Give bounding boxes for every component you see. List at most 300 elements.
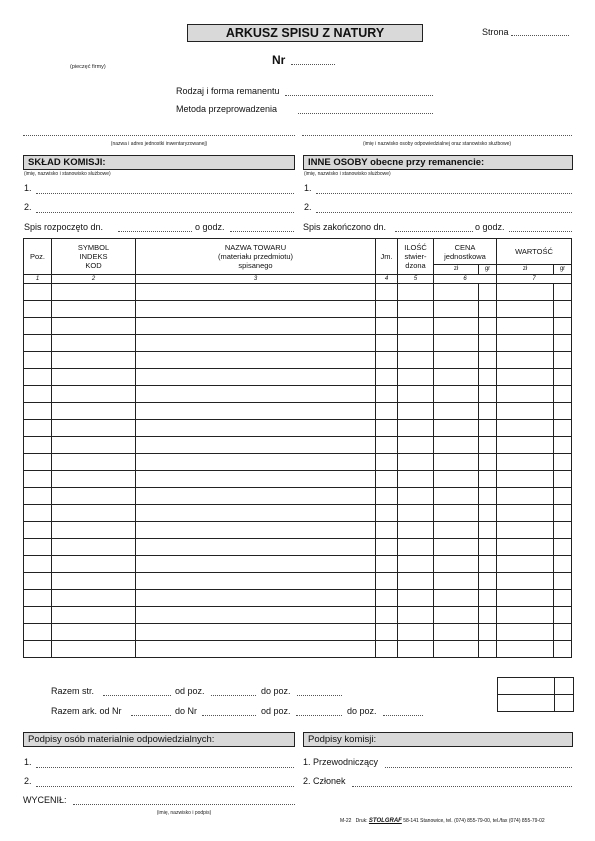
table-cell[interactable] (479, 590, 497, 607)
member-field[interactable] (352, 785, 572, 787)
table-cell[interactable] (479, 607, 497, 624)
table-cell[interactable] (497, 471, 554, 488)
table-cell[interactable] (554, 386, 572, 403)
end-hour-field[interactable] (509, 230, 572, 232)
committee-line-1-label: 1. (24, 183, 32, 193)
table-cell[interactable] (52, 522, 136, 539)
table-cell[interactable] (479, 488, 497, 505)
table-cell[interactable] (479, 437, 497, 454)
table-row (24, 471, 572, 488)
table-cell[interactable] (52, 624, 136, 641)
table-cell[interactable] (479, 556, 497, 573)
table-row (24, 641, 572, 658)
table-cell[interactable] (376, 505, 398, 522)
table-cell[interactable] (376, 335, 398, 352)
table-cell[interactable] (497, 556, 554, 573)
table-cell[interactable] (376, 624, 398, 641)
table-cell[interactable] (398, 318, 434, 335)
liable-1-field[interactable] (36, 766, 294, 768)
inventory-type-label: Rodzaj i forma remanentu (176, 86, 280, 96)
table-cell[interactable] (497, 590, 554, 607)
table-cell[interactable] (479, 301, 497, 318)
table-cell[interactable] (497, 624, 554, 641)
table-cell[interactable] (24, 284, 52, 301)
total-value-zl[interactable] (498, 678, 555, 695)
end-hour-label: o godz. (475, 222, 505, 232)
table-cell[interactable] (24, 607, 52, 624)
table-cell[interactable] (434, 301, 479, 318)
table-cell[interactable] (554, 318, 572, 335)
table-cell[interactable] (434, 386, 479, 403)
table-cell[interactable] (554, 369, 572, 386)
table-cell[interactable] (52, 641, 136, 658)
header-name: NAZWA TOWARU (materiału przedmiotu) spisanego (136, 239, 376, 275)
table-cell[interactable] (136, 437, 376, 454)
table-cell[interactable] (376, 573, 398, 590)
committee-line-2-label: 2. (24, 202, 32, 212)
nr-field[interactable] (291, 63, 335, 65)
header-value-gr: gr (554, 265, 572, 275)
table-cell[interactable] (376, 539, 398, 556)
table-cell[interactable] (497, 454, 554, 471)
col-number: 5 (398, 275, 434, 284)
table-cell[interactable] (376, 607, 398, 624)
table-cell[interactable] (136, 318, 376, 335)
table-cell[interactable] (398, 488, 434, 505)
table-cell[interactable] (52, 369, 136, 386)
table-row (24, 318, 572, 335)
table-row (24, 420, 572, 437)
committee-line-2-field[interactable] (36, 211, 294, 213)
table-cell[interactable] (24, 454, 52, 471)
table-cell[interactable] (398, 624, 434, 641)
table-cell[interactable] (479, 624, 497, 641)
table-cell[interactable] (136, 369, 376, 386)
table-cell[interactable] (434, 522, 479, 539)
table-cell[interactable] (136, 403, 376, 420)
form-title: ARKUSZ SPISU Z NATURY (187, 24, 423, 42)
stamp-caption: (pieczęć firmy) (70, 64, 106, 70)
table-cell[interactable] (434, 454, 479, 471)
table-cell[interactable] (376, 318, 398, 335)
table-cell[interactable] (434, 607, 479, 624)
table-cell[interactable] (24, 539, 52, 556)
committee-section-title: SKŁAD KOMISJI: (23, 155, 295, 170)
liable-2-label: 2. (24, 776, 32, 786)
table-cell[interactable] (479, 318, 497, 335)
table-cell[interactable] (52, 284, 136, 301)
table-cell[interactable] (52, 505, 136, 522)
table-cell[interactable] (24, 301, 52, 318)
table-row (24, 590, 572, 607)
others-line-2-label: 2. (304, 202, 312, 212)
valued-caption: (imię, nazwisko i podpis) (156, 810, 212, 816)
table-cell[interactable] (398, 301, 434, 318)
liable-2-field[interactable] (36, 785, 294, 787)
table-cell[interactable] (554, 522, 572, 539)
table-cell[interactable] (497, 539, 554, 556)
table-cell[interactable] (434, 641, 479, 658)
table-cell[interactable] (497, 437, 554, 454)
table-cell[interactable] (24, 437, 52, 454)
table-cell[interactable] (376, 556, 398, 573)
from-pos2-field[interactable] (296, 714, 342, 716)
table-cell[interactable] (24, 505, 52, 522)
table-row (24, 352, 572, 369)
table-row (24, 573, 572, 590)
table-cell[interactable] (434, 624, 479, 641)
table-row (24, 505, 572, 522)
table-cell[interactable] (24, 403, 52, 420)
committee-line-1-field[interactable] (36, 192, 294, 194)
table-cell[interactable] (497, 301, 554, 318)
table-cell[interactable] (434, 420, 479, 437)
table-cell[interactable] (554, 284, 572, 301)
header-price-zl: zł (434, 265, 479, 275)
table-cell[interactable] (479, 284, 497, 301)
table-row (24, 522, 572, 539)
table-cell[interactable] (52, 386, 136, 403)
table-cell[interactable] (136, 539, 376, 556)
table-cell[interactable] (136, 471, 376, 488)
table-cell[interactable] (136, 556, 376, 573)
table-cell[interactable] (398, 386, 434, 403)
table-cell[interactable] (136, 590, 376, 607)
table-cell[interactable] (398, 369, 434, 386)
valued-field[interactable] (73, 803, 295, 805)
table-cell[interactable] (398, 437, 434, 454)
table-cell[interactable] (398, 556, 434, 573)
table-cell[interactable] (136, 420, 376, 437)
table-cell[interactable] (497, 284, 554, 301)
table-cell[interactable] (479, 352, 497, 369)
page-label: Strona (482, 27, 509, 37)
table-cell[interactable] (554, 352, 572, 369)
table-cell[interactable] (52, 573, 136, 590)
table-cell[interactable] (52, 437, 136, 454)
header-jm: Jm. (376, 239, 398, 275)
table-cell[interactable] (434, 539, 479, 556)
table-cell[interactable] (497, 488, 554, 505)
from-pos2-label: od poz. (261, 706, 291, 716)
table-cell[interactable] (497, 641, 554, 658)
table-cell[interactable] (398, 352, 434, 369)
end-date-field[interactable] (395, 230, 473, 232)
table-cell[interactable] (52, 488, 136, 505)
col-number: 2 (52, 275, 136, 284)
table-cell[interactable] (479, 471, 497, 488)
table-cell[interactable] (479, 335, 497, 352)
chair-label: 1. Przewodniczący (303, 757, 379, 767)
table-cell[interactable] (136, 454, 376, 471)
table-cell[interactable] (554, 607, 572, 624)
table-cell[interactable] (434, 437, 479, 454)
table-row (24, 488, 572, 505)
table-cell[interactable] (52, 556, 136, 573)
others-line-1-label: 1. (304, 183, 312, 193)
table-cell[interactable] (398, 641, 434, 658)
table-cell[interactable] (398, 573, 434, 590)
liable-signatures-title: Podpisy osób materialnie odpowiedzialnych: (23, 732, 295, 747)
table-cell[interactable] (136, 505, 376, 522)
table-cell[interactable] (136, 641, 376, 658)
table-cell[interactable] (497, 522, 554, 539)
table-cell[interactable] (136, 284, 376, 301)
table-cell[interactable] (554, 403, 572, 420)
table-cell[interactable] (554, 573, 572, 590)
table-row (24, 539, 572, 556)
table-cell[interactable] (376, 352, 398, 369)
table-cell[interactable] (497, 352, 554, 369)
table-cell[interactable] (434, 335, 479, 352)
table-cell[interactable] (376, 369, 398, 386)
table-row (24, 335, 572, 352)
table-cell[interactable] (479, 369, 497, 386)
footer (340, 818, 545, 824)
table-cell[interactable] (398, 284, 434, 301)
table-row (24, 369, 572, 386)
table-cell[interactable] (497, 607, 554, 624)
table-cell[interactable] (398, 420, 434, 437)
table-cell[interactable] (479, 539, 497, 556)
table-cell[interactable] (376, 522, 398, 539)
table-cell[interactable] (376, 641, 398, 658)
table-cell[interactable] (398, 607, 434, 624)
table-cell[interactable] (52, 607, 136, 624)
table-cell[interactable] (497, 335, 554, 352)
table-cell[interactable] (434, 403, 479, 420)
col-number: 1 (24, 275, 52, 284)
header-price-gr: gr (479, 265, 497, 275)
table-cell[interactable] (136, 607, 376, 624)
table-cell[interactable] (497, 420, 554, 437)
table-cell[interactable] (434, 556, 479, 573)
table-cell[interactable] (398, 505, 434, 522)
table-cell[interactable] (376, 386, 398, 403)
table-cell[interactable] (554, 420, 572, 437)
table-cell[interactable] (376, 590, 398, 607)
page-number-field[interactable] (511, 34, 569, 36)
table-row (24, 437, 572, 454)
table-cell[interactable] (376, 403, 398, 420)
valued-label: WYCENIŁ: (23, 795, 67, 805)
table-cell[interactable] (554, 641, 572, 658)
table-cell[interactable] (376, 437, 398, 454)
table-cell[interactable] (136, 522, 376, 539)
responsible-field[interactable] (302, 134, 572, 136)
table-cell[interactable] (434, 352, 479, 369)
unit-field[interactable] (23, 134, 295, 136)
table-cell[interactable] (554, 590, 572, 607)
table-cell[interactable] (24, 420, 52, 437)
table-cell[interactable] (52, 539, 136, 556)
table-cell[interactable] (24, 522, 52, 539)
table-cell[interactable] (52, 454, 136, 471)
table-cell[interactable] (554, 505, 572, 522)
table-cell[interactable] (497, 318, 554, 335)
table-cell[interactable] (24, 624, 52, 641)
table-cell[interactable] (479, 386, 497, 403)
table-cell[interactable] (24, 556, 52, 573)
table-cell[interactable] (497, 386, 554, 403)
total-value-gr[interactable] (555, 695, 574, 712)
table-cell[interactable] (24, 386, 52, 403)
col-number: 7 (497, 275, 572, 284)
table-cell[interactable] (398, 522, 434, 539)
form-code: M-22 (340, 818, 352, 824)
to-nr-field[interactable] (202, 714, 256, 716)
table-cell[interactable] (52, 420, 136, 437)
table-cell[interactable] (479, 505, 497, 522)
table-cell[interactable] (136, 573, 376, 590)
table-cell[interactable] (24, 488, 52, 505)
table-cell[interactable] (376, 284, 398, 301)
from-pos-field[interactable] (211, 694, 256, 696)
table-row (24, 301, 572, 318)
page-total-label: Razem str. (51, 686, 95, 696)
table-cell[interactable] (434, 590, 479, 607)
page-total-field[interactable] (103, 694, 171, 696)
table-cell[interactable] (52, 590, 136, 607)
table-cell[interactable] (24, 471, 52, 488)
table-cell[interactable] (554, 437, 572, 454)
start-hour-field[interactable] (230, 230, 294, 232)
table-cell[interactable] (136, 301, 376, 318)
table-row (24, 556, 572, 573)
table-cell[interactable] (434, 318, 479, 335)
table-cell[interactable] (434, 369, 479, 386)
table-cell[interactable] (434, 488, 479, 505)
table-cell[interactable] (497, 505, 554, 522)
table-cell[interactable] (398, 471, 434, 488)
to-pos-field[interactable] (297, 694, 342, 696)
table-cell[interactable] (376, 471, 398, 488)
table-cell[interactable] (376, 301, 398, 318)
table-cell[interactable] (136, 352, 376, 369)
committee-signatures-title: Podpisy komisji: (303, 732, 573, 747)
header-value: WARTOŚĆ (497, 239, 572, 265)
start-date-field[interactable] (118, 230, 192, 232)
to-nr-label: do Nr (175, 706, 198, 716)
from-pos-label: od poz. (175, 686, 205, 696)
table-cell[interactable] (24, 352, 52, 369)
table-cell[interactable] (376, 488, 398, 505)
to-pos-label: do poz. (261, 686, 291, 696)
table-cell[interactable] (136, 488, 376, 505)
table-cell[interactable] (434, 505, 479, 522)
table-cell[interactable] (434, 471, 479, 488)
table-cell[interactable] (398, 454, 434, 471)
table-cell[interactable] (479, 403, 497, 420)
table-cell[interactable] (398, 403, 434, 420)
table-cell[interactable] (554, 301, 572, 318)
table-cell[interactable] (497, 573, 554, 590)
printer-logo: STOLGRAF (368, 818, 402, 824)
committee-caption: (imię, nazwisko i stanowisko służbowe) (24, 171, 111, 177)
table-cell[interactable] (479, 454, 497, 471)
method-field[interactable] (298, 112, 433, 114)
table-cell[interactable] (398, 590, 434, 607)
table-cell[interactable] (554, 454, 572, 471)
table-cell[interactable] (52, 335, 136, 352)
others-line-1-field[interactable] (316, 192, 572, 194)
table-cell[interactable] (554, 471, 572, 488)
table-cell[interactable] (479, 573, 497, 590)
liable-1-label: 1. (24, 757, 32, 767)
inventory-type-field[interactable] (285, 94, 433, 96)
table-cell[interactable] (398, 335, 434, 352)
header-symbol: SYMBOL INDEKS KOD (52, 239, 136, 275)
chair-field[interactable] (385, 766, 572, 768)
table-cell[interactable] (434, 573, 479, 590)
header-qty: ILOŚĆ stwier- dzona (398, 239, 434, 275)
table-cell[interactable] (52, 471, 136, 488)
col-number: 6 (434, 275, 497, 284)
table-cell[interactable] (376, 454, 398, 471)
table-row (24, 284, 572, 301)
table-cell[interactable] (554, 488, 572, 505)
sheet-total-from-field[interactable] (131, 714, 171, 716)
table-cell[interactable] (497, 403, 554, 420)
table-cell[interactable] (479, 420, 497, 437)
to-pos2-field[interactable] (383, 714, 423, 716)
table-cell[interactable] (136, 624, 376, 641)
table-cell[interactable] (24, 641, 52, 658)
table-cell[interactable] (136, 386, 376, 403)
table-row (24, 624, 572, 641)
table-cell[interactable] (24, 318, 52, 335)
table-cell[interactable] (376, 420, 398, 437)
table-cell[interactable] (497, 369, 554, 386)
total-value-gr[interactable] (555, 678, 574, 695)
start-date-label: Spis rozpoczęto dn. (24, 222, 104, 232)
others-line-2-field[interactable] (316, 211, 572, 213)
table-cell[interactable] (52, 403, 136, 420)
print-label: Druk: (355, 818, 368, 824)
total-value-zl[interactable] (498, 695, 555, 712)
table-cell[interactable] (479, 522, 497, 539)
table-cell[interactable] (554, 556, 572, 573)
table-cell[interactable] (52, 352, 136, 369)
table-cell[interactable] (24, 369, 52, 386)
table-cell[interactable] (24, 335, 52, 352)
totals-value-table (497, 677, 574, 712)
table-cell[interactable] (434, 284, 479, 301)
method-label: Metoda przeprowadzenia (176, 104, 278, 114)
table-cell[interactable] (136, 335, 376, 352)
table-cell[interactable] (24, 590, 52, 607)
table-cell[interactable] (479, 641, 497, 658)
table-row (24, 403, 572, 420)
table-cell[interactable] (554, 539, 572, 556)
table-cell[interactable] (52, 301, 136, 318)
table-cell[interactable] (52, 318, 136, 335)
start-hour-label: o godz. (195, 222, 225, 232)
table-cell[interactable] (554, 624, 572, 641)
others-section-title: INNE OSOBY obecne przy remanencie: (303, 155, 573, 170)
inventory-table (23, 238, 572, 658)
printer-info: 58-141 Stanowice, tel. (074) 855-79-00, tel./fax (074) 855-79-02 (403, 818, 545, 824)
nr-label: Nr (272, 53, 286, 67)
col-number: 3 (136, 275, 376, 284)
table-cell[interactable] (554, 335, 572, 352)
table-cell[interactable] (398, 539, 434, 556)
member-label: 2. Członek (303, 776, 346, 786)
end-date-label: Spis zakończono dn. (303, 222, 387, 232)
table-cell[interactable] (24, 573, 52, 590)
col-number: 4 (376, 275, 398, 284)
unit-caption: (nazwa i adres jednostki inwentaryzowanej) (110, 141, 208, 147)
